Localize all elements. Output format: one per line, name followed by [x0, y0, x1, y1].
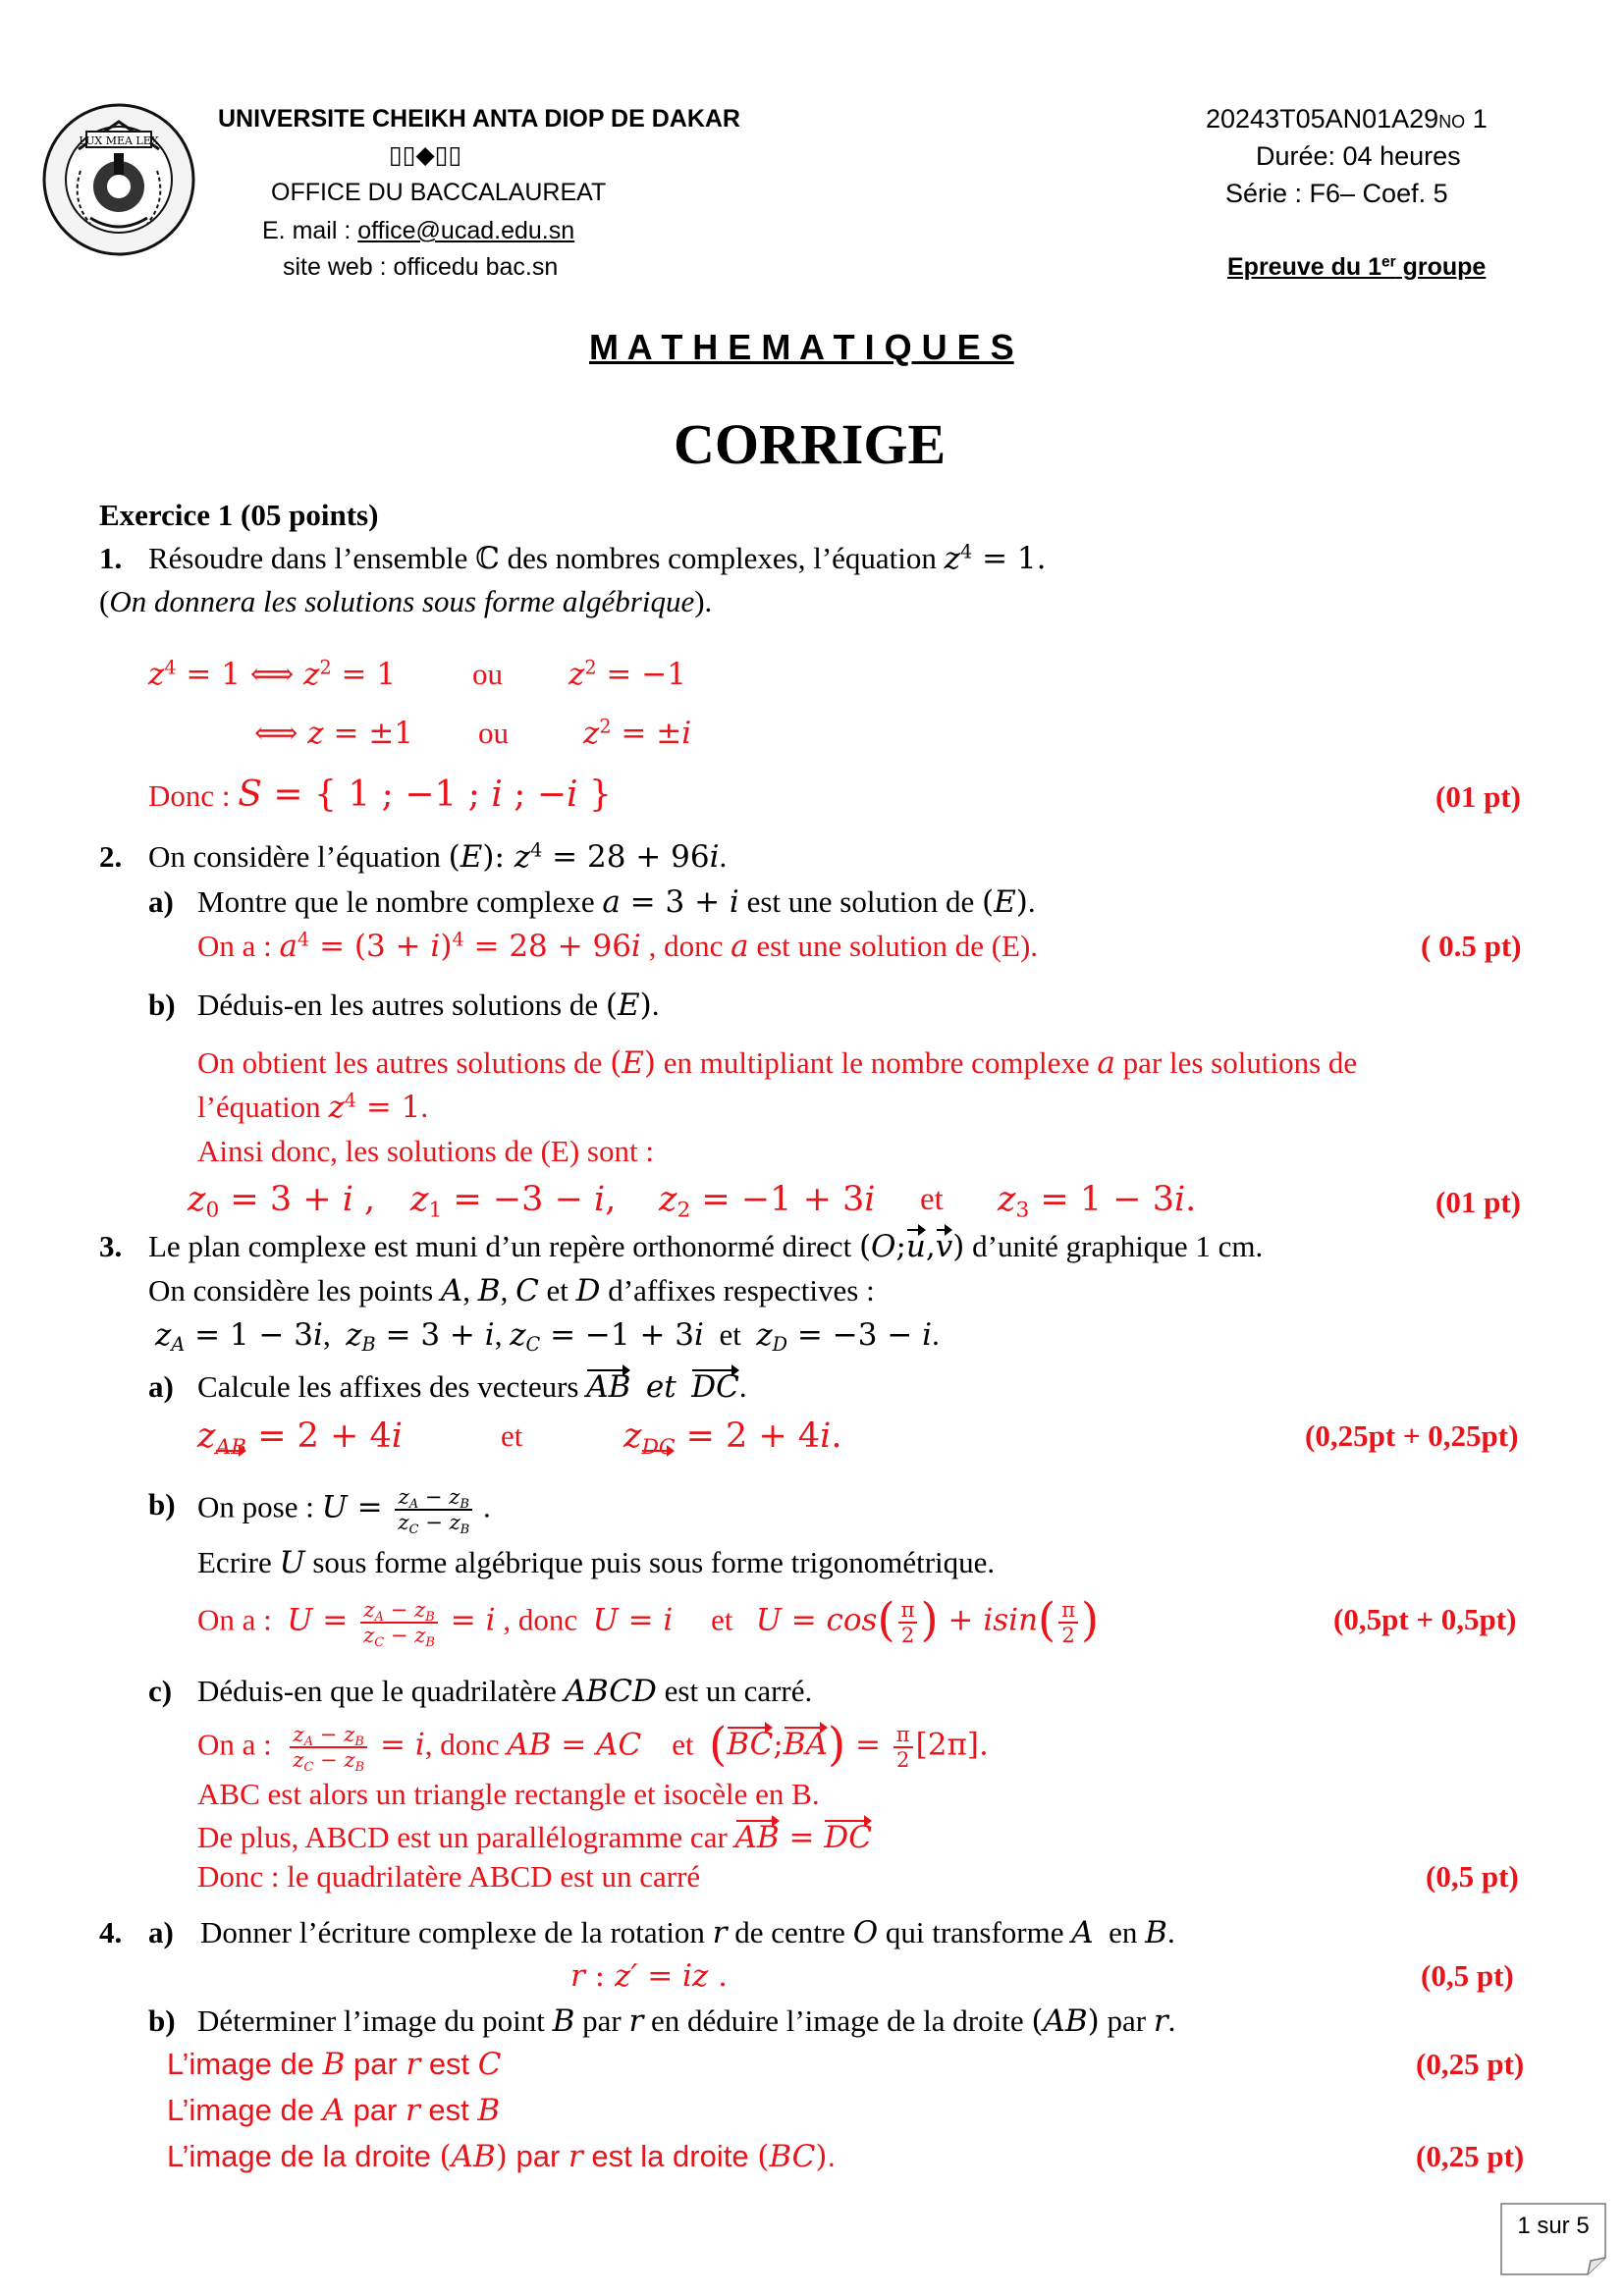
q2b-text: Déduis-en les autres solutions de (E). — [197, 988, 660, 1023]
q3c-answer-l4: Donc : le quadrilatère ABCD est un carré — [197, 1859, 701, 1894]
q4b-points-3: (0,25 pt) — [1416, 2139, 1525, 2173]
q3-text-l2: On considère les points A, B, C et D d’affixes respectives : — [148, 1273, 875, 1308]
q3b-answer: On a : U = $\frac{z_A - z_B}{z_C - z_B}$ = i , donc U = i et U = cos( $\frac{\pi}{2}$ ) + isin( $\frac{\pi}{2}$ ) — [197, 1592, 1100, 1651]
q4b-answer-l2: L’image de A par r est B — [167, 2093, 501, 2128]
office-name: OFFICE DU BACCALAUREAT — [271, 179, 607, 206]
q3a-label: a) — [148, 1369, 174, 1404]
document-title: CORRIGE — [674, 412, 947, 476]
q2b-label: b) — [148, 988, 176, 1022]
website-line: site web : officedu bac.sn — [283, 253, 559, 281]
header-separator: ▯▯◆▯▯ — [389, 141, 462, 169]
exam-serie: Série : F6– Coef. 5 — [1225, 179, 1448, 208]
q3b-points: (0,5pt + 0,5pt) — [1333, 1602, 1517, 1636]
q4-number: 4. — [99, 1915, 123, 1949]
page-number-box — [1500, 2203, 1606, 2275]
q3c-answer-l3: De plus, ABCD est un parallélogramme car AB = DC — [197, 1820, 872, 1855]
q4a-points: (0,5 pt) — [1421, 1958, 1514, 1993]
q3-text-l1: Le plan complexe est muni d’un repère orthonormé direct (O;u,v) d’unité graphique 1 cm. — [148, 1229, 1264, 1264]
q3a-answer-et: et — [501, 1418, 523, 1453]
q2b-solution-z2: $z_2 = -1 + 3i$ — [659, 1180, 876, 1223]
q2-number: 2. — [99, 839, 123, 874]
q3a-answer-ab: $z_{AB} = 2 + 4i$ — [197, 1416, 403, 1460]
q1-points: (01 pt) — [1435, 779, 1521, 814]
q4a-answer: r : z′ = iz . — [570, 1958, 729, 1994]
subject-title: M A T H E M A T I Q U E S — [589, 327, 1014, 367]
exam-duration: Durée: 04 heures — [1256, 141, 1461, 171]
q2b-answer-l2: l’équation $z^4 = 1$. — [197, 1089, 429, 1125]
q1-number: 1. — [99, 541, 123, 575]
email-line: E. mail : office@ucad.edu.sn — [262, 217, 575, 244]
q1-answer-line1b: $z^2 = -1$ — [568, 656, 686, 692]
q1-text: Résoudre dans l’ensemble ℂ des nombres complexes, l’équation $z^4 = 1$. — [148, 540, 1047, 576]
q2b-solution-et: et — [920, 1182, 944, 1217]
q4b-points-1: (0,25 pt) — [1416, 2047, 1525, 2081]
exercise-title: Exercice 1 (05 points) — [99, 498, 379, 532]
q2b-answer-l1: On obtient les autres solutions de (E) en multipliant le nombre complexe a par les solutions de — [197, 1045, 1358, 1081]
q1-answer-set: Donc : S = { 1 ; −1 ; i ; −i } — [148, 774, 612, 815]
q2a-label: a) — [148, 884, 174, 919]
q3b-label: b) — [148, 1487, 176, 1522]
q3a-text: Calcule les affixes des vecteurs AB et DC. — [197, 1369, 747, 1405]
q3c-answer-l2: ABC est alors un triangle rectangle et isocèle en B. — [197, 1777, 820, 1811]
q4b-answer-l1: L’image de B par r est C — [167, 2047, 502, 2082]
q4b-label: b) — [148, 2003, 176, 2038]
q3b-text-l2: Ecrire U sous forme algébrique puis sous forme trigonométrique. — [197, 1545, 996, 1580]
q1-answer-line1: $z^4 = 1$ ⟺ $z^2 = 1$ — [148, 656, 397, 692]
q2-text: On considère l’équation (E): $z^4 = 28 + 96i$. — [148, 838, 728, 875]
q2b-solution-z1: $z_1 = -3 - i$, — [410, 1180, 617, 1223]
q3a-points: (0,25pt + 0,25pt) — [1305, 1418, 1519, 1453]
q1-answer-line2: ⟺ z = ±1 — [254, 716, 414, 751]
q1-answer-ou2: ou — [478, 716, 509, 750]
q3c-label: c) — [148, 1674, 173, 1708]
q2b-answer-l3: Ainsi donc, les solutions de (E) sont : — [197, 1134, 654, 1168]
q4a-text: Donner l’écriture complexe de la rotation r de centre O qui transforme A en B. — [200, 1915, 1175, 1950]
page-number: 1 sur 5 — [1517, 2213, 1590, 2239]
email-link[interactable]: office@ucad.edu.sn — [357, 217, 575, 244]
q2a-text: Montre que le nombre complexe a = 3 + i est une solution de (E). — [197, 884, 1036, 920]
q4a-label: a) — [148, 1915, 174, 1949]
q2b-solution-z3: $z_3 = 1 - 3i$. — [998, 1180, 1197, 1223]
q2a-answer: On a : $a^4 = (3 + i)^4 = 28 + 96i$ , donc a est une solution de (E). — [197, 928, 1039, 964]
exam-group: Epreuve du 1er groupe — [1227, 253, 1487, 281]
q1-answer-line2b: $z^2 = \pm i$ — [583, 715, 692, 751]
q4b-text: Déterminer l’image du point B par r en déduire l’image de la droite (AB) par r. — [197, 2003, 1176, 2039]
q2b-solution-z0: $z_0 = 3 + i$ , — [188, 1180, 376, 1223]
university-logo — [41, 102, 196, 257]
seal-icon — [41, 102, 196, 257]
q3-number: 3. — [99, 1229, 123, 1263]
q1-answer-ou1: ou — [472, 657, 503, 691]
q1-note: (On donnera les solutions sous forme algébrique). — [99, 584, 713, 618]
q3a-answer-dc: $z_{DC} = 2 + 4i$. — [623, 1416, 842, 1460]
q3c-answer-l1: On a : $\frac{z_A - z_B}{z_C - z_B}$ = i, donc AB = AC et (BC;BA) = $\frac{\pi}{2}$ [2π]. — [197, 1717, 989, 1776]
q3b-text: On pose : U = $\frac{z_A - z_B}{z_C - z_B}$ . — [197, 1484, 491, 1538]
logo-motto: LUX MEA LEX — [79, 134, 159, 147]
q3c-points: (0,5 pt) — [1426, 1859, 1519, 1894]
q3-text-l3: $z_A = 1 - 3i$, $z_B = 3 + i$, $z_C = -1 + 3i$ et $z_D = -3 - i$. — [155, 1317, 940, 1356]
q2b-points: (01 pt) — [1435, 1185, 1521, 1219]
q4b-answer-l3: L’image de la droite (AB) par r est la droite (BC). — [167, 2139, 837, 2174]
university-name: UNIVERSITE CHEIKH ANTA DIOP DE DAKAR — [218, 105, 740, 133]
q3c-text: Déduis-en que le quadrilatère ABCD est un carré. — [197, 1674, 813, 1709]
exam-code: 20243T05AN01A29NO 1 — [1206, 104, 1488, 133]
q2a-points: ( 0.5 pt) — [1421, 929, 1522, 963]
